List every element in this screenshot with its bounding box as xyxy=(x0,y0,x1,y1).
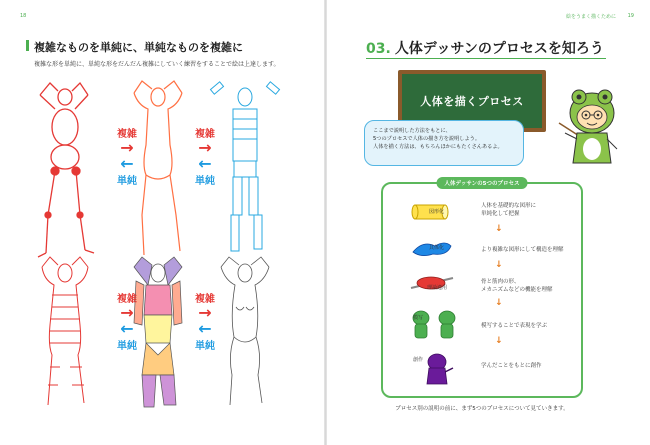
simple-label: 単純 xyxy=(117,341,137,352)
complex-label: 複雑 xyxy=(195,294,215,305)
section-title xyxy=(366,38,604,58)
bubble-line: ここまで説明した方法をもとに、 xyxy=(373,128,451,134)
left-arrow-icon: ← xyxy=(120,154,134,173)
step-description: より複雑な図形にして構造を理解 xyxy=(481,247,564,253)
section-number: 03. xyxy=(366,41,391,57)
left-heading: 複雑なものを単純に、単純なものを複雑に xyxy=(34,41,243,54)
red-skeleton-figure xyxy=(38,83,94,257)
simple-label: 単純 xyxy=(195,176,215,187)
right-arrow-icon: → xyxy=(198,303,212,322)
step-create xyxy=(419,350,455,390)
frog-character-icon xyxy=(557,83,627,173)
down-arrow-icon: ↓ xyxy=(495,224,503,234)
arrow-group-2 xyxy=(185,125,225,187)
step-description: 単純化して把握 xyxy=(481,211,520,217)
step-label: 具体化 xyxy=(429,245,445,251)
down-arrow-icon: ↓ xyxy=(495,298,503,308)
step-description: 学んだことをもとに創作 xyxy=(481,363,542,369)
right-arrow-icon: → xyxy=(120,303,134,322)
process-panel xyxy=(381,182,583,398)
left-arrow-icon: ← xyxy=(120,319,134,338)
footer-note: プロセス別の説明の前に、まず5つのプロセスについて見ていきます。 xyxy=(395,406,569,412)
twin-frogs-icon xyxy=(409,308,459,340)
arrow-group-3 xyxy=(107,290,147,352)
chalkboard-text: 人体を描くプロセス xyxy=(420,95,524,108)
section-title-text: 人体デッサンのプロセスを知ろう xyxy=(394,41,604,57)
step-description: 模写することで表現を学ぶ xyxy=(481,323,548,329)
step-label: 理論適用 xyxy=(427,285,448,291)
step-description: 人体を基礎的な図形に xyxy=(481,203,537,209)
complex-label: 複雑 xyxy=(195,129,215,140)
figure-illustrations xyxy=(30,75,290,420)
step-label: 模写 xyxy=(413,315,424,321)
right-arrow-icon: → xyxy=(120,138,134,157)
simple-label: 単純 xyxy=(195,341,215,352)
speech-bubble xyxy=(364,120,524,166)
page-gutter xyxy=(324,0,327,445)
left-page-number: 18 xyxy=(20,13,27,19)
title-underline xyxy=(366,58,606,59)
arrow-group-1 xyxy=(107,125,147,187)
right-arrow-icon: → xyxy=(198,138,212,157)
left-arrow-icon: ← xyxy=(198,154,212,173)
left-intro-text: 複雑な形を単純に、単純な形をだんだん複雑にしていく練習をすることで絵は上達します。 xyxy=(34,61,280,68)
down-arrow-icon: ↓ xyxy=(495,260,503,270)
step-description: 骨と筋肉の形、 xyxy=(481,279,520,285)
creature-icon xyxy=(419,350,455,386)
step-label: 図形化 xyxy=(429,209,445,215)
left-arrow-icon: ← xyxy=(198,319,212,338)
complex-label: 複雑 xyxy=(117,129,137,140)
line-art-figure xyxy=(221,257,269,405)
complex-label: 複雑 xyxy=(117,294,137,305)
red-contour-figure xyxy=(42,257,88,405)
process-panel-title: 人体デッサンの5つのプロセス xyxy=(437,177,528,189)
down-arrow-icon: ↓ xyxy=(495,336,503,346)
arrow-group-4 xyxy=(185,290,225,352)
frog-teacher-illustration xyxy=(557,83,627,177)
simple-label: 単純 xyxy=(117,176,137,187)
right-page-number: 19 xyxy=(627,13,634,19)
bubble-line: 5つのプロセスで人体の描き方を説明しよう。 xyxy=(373,136,481,142)
running-head: 絵をうまく描くために xyxy=(565,14,616,20)
bubble-line: 人体を描く方法は、もちろんほかにもたくさんあるよ。 xyxy=(373,144,503,150)
step-label: 創作 xyxy=(413,357,424,363)
step-description: メカニズムなどの機能を理解 xyxy=(481,287,553,293)
